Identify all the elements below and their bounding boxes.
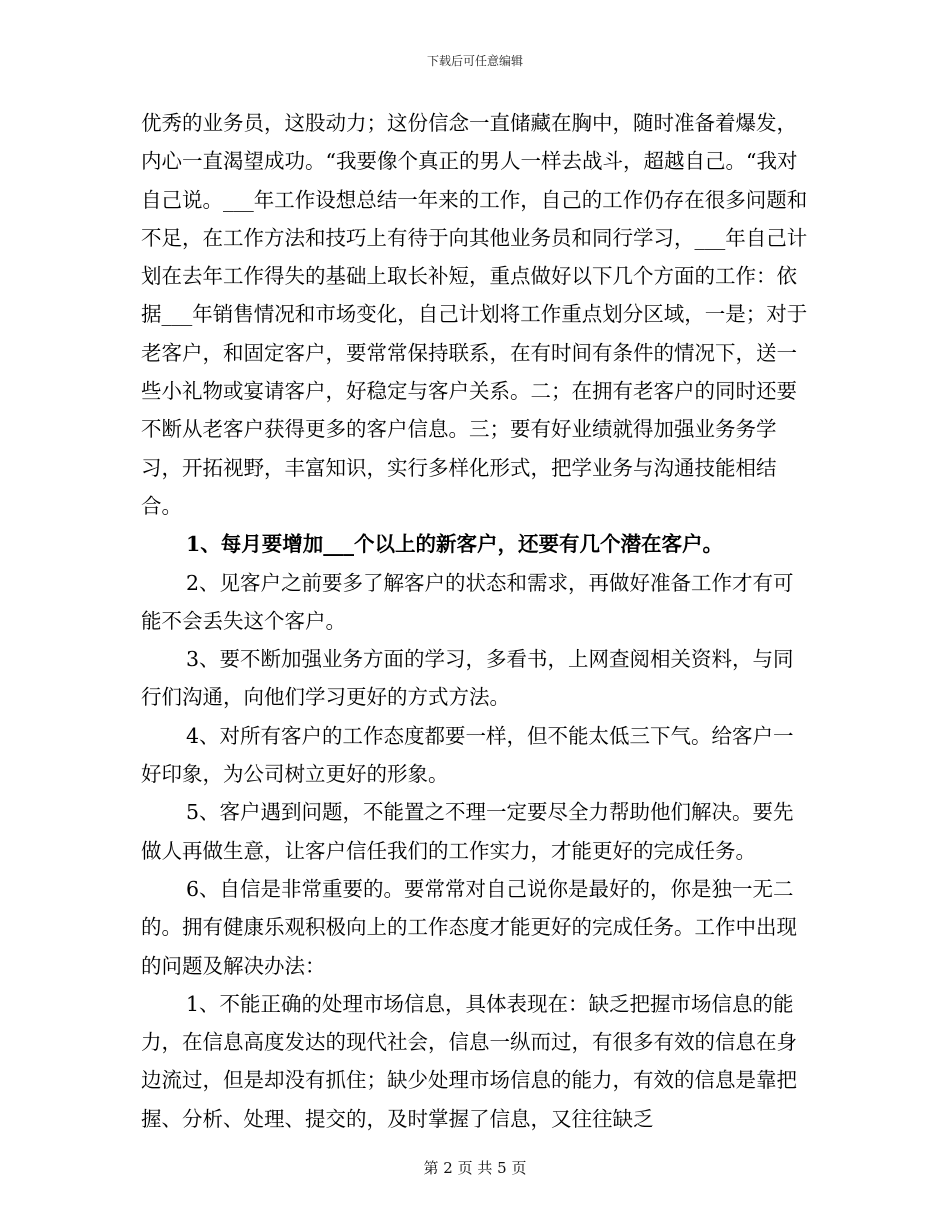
page-header: 下载后可任意编辑 bbox=[426, 54, 523, 68]
paragraph-item-6: 6、自信是非常重要的。要常常对自己说你是最好的，你是独一无二的。拥有健康乐观积极向上的工作态度才能更好的完成任务。工作中出现的问题及解决办法： bbox=[141, 876, 797, 978]
document-body bbox=[141, 104, 811, 1138]
paragraph-item-1-bold: 1、每月要增加___个以上的新客户，还要有几个潜在客户。 bbox=[186, 532, 724, 557]
paragraph-item-2: 2、见客户之前要多了解客户的状态和需求，再做好准备工作才有可能不会丢失这个客户。 bbox=[141, 570, 794, 633]
paragraph-continuation: 优秀的业务员，这股动力；这份信念一直储藏在胸中，随时准备着爆发，内心一直渴望成功。“我要像个真正的男人一样去战斗，超越自己。“我对自己说。___年工作设想总结一年来的工作，自己的工作仍存在很多问题和不足，在工作方法和技巧上有待于向其他业务员和同行学习，___年自己计划在去年工作得失的基础上取长补短，重点做好以下几个方面的工作：依据___年销售情况和市场变化，自己计划将工作重点划分区域，一是；对于老客户，和固定客户，要常常保持联系，在有时间有条件的情况下，送一些小礼物或宴请客户，好稳定与客户关系。二；在拥有老客户的同时还要不断从老客户获得更多的客户信息。三；要有好业绩就得加强业务务学习，开拓视野，丰富知识，实行多样化形式，把学业务与沟通技能相结合。 bbox=[141, 111, 808, 518]
paragraph-item-3: 3、要不断加强业务方面的学习，多看书，上网查阅相关资料，与同行们沟通，向他们学习更好的方式方法。 bbox=[141, 647, 794, 710]
paragraph-item-4: 4、对所有客户的工作态度都要一样，但不能太低三下气。给客户一好印象，为公司树立更好的形象。 bbox=[141, 723, 794, 787]
paragraph-problem-1: 1、不能正确的处理市场信息，具体表现在：缺乏把握市场信息的能力，在信息高度发达的现代社会，信息一纵而过，有很多有效的信息在身边流过，但是却没有抓住；缺少处理市场信息的能力，有效的信息是靠把握、分析、处理、提交的，及时掌握了信息，又往往缺乏 bbox=[141, 991, 797, 1131]
paragraph-item-5: 5、客户遇到问题，不能置之不理一定要尽全力帮助他们解决。要先做人再做生意，让客户信任我们的工作实力，才能更好的完成任务。 bbox=[141, 800, 794, 863]
page-footer: 第 2 页 共 5 页 bbox=[423, 1159, 527, 1177]
